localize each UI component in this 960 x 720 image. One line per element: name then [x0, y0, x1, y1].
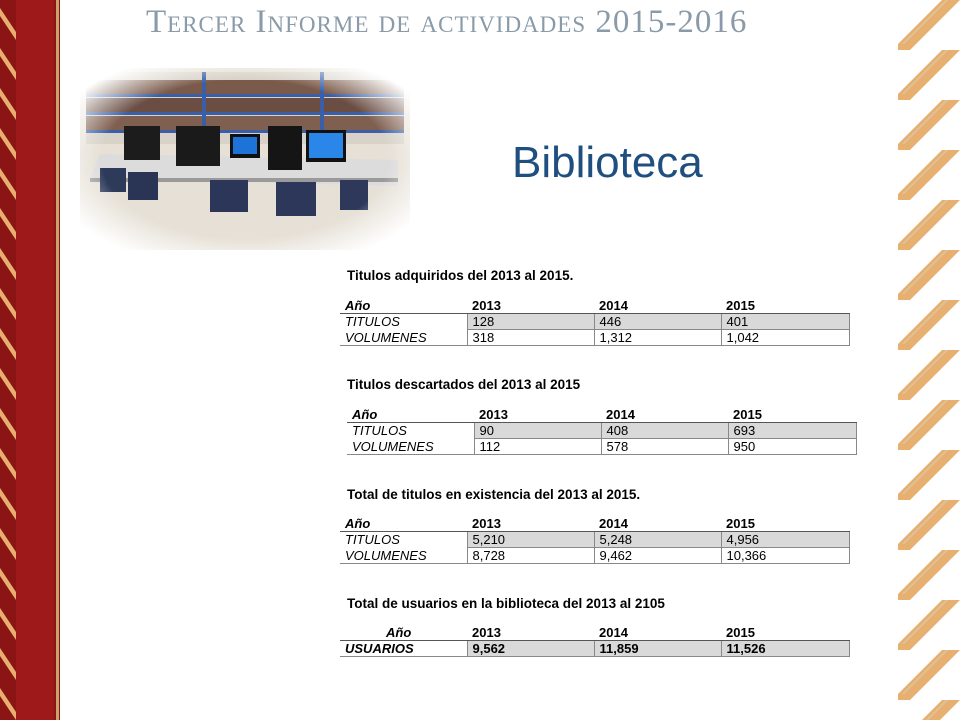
table-header-row [340, 516, 849, 532]
year-2014-header: 2014 [594, 625, 721, 641]
year-2015-header: 2015 [721, 625, 849, 641]
existing-titles-table [340, 516, 850, 564]
row-label: VOLUMENES [340, 330, 467, 346]
cell-2015: 693 [728, 423, 856, 439]
page-header-title: Tercer Informe de actividades 2015-2016 [146, 4, 748, 40]
library-users-table [340, 625, 850, 657]
row-label: VOLUMENES [340, 548, 467, 564]
table-block-acquired [347, 268, 573, 283]
library-photo [80, 68, 410, 250]
cell-2014: 446 [594, 314, 721, 330]
table-row [340, 330, 849, 346]
table-row [347, 439, 856, 455]
table-row [340, 641, 849, 657]
row-label: USUARIOS [340, 641, 467, 657]
year-header: Año [340, 625, 467, 641]
year-2015-header: 2015 [728, 407, 856, 423]
cell-2014: 11,859 [594, 641, 721, 657]
right-decorative-border [898, 0, 960, 720]
table-row [340, 548, 849, 564]
year-2013-header: 2013 [467, 516, 594, 532]
cell-2014: 9,462 [594, 548, 721, 564]
table-row [340, 532, 849, 548]
cell-2015: 4,956 [721, 532, 849, 548]
year-2014-header: 2014 [594, 516, 721, 532]
year-2014-header: 2014 [601, 407, 728, 423]
year-2015-header: 2015 [721, 298, 849, 314]
row-label: TITULOS [345, 314, 400, 330]
year-2013-header: 2013 [474, 407, 601, 423]
cell-2015: 950 [728, 439, 856, 455]
table-header-row [340, 298, 849, 314]
year-2014-header: 2014 [594, 298, 721, 314]
cell-2014: 5,248 [594, 532, 721, 548]
cell-2014: 1,312 [594, 330, 721, 346]
cell-2013: 90 [474, 423, 601, 439]
table-header-row [347, 407, 856, 423]
row-label: VOLUMENES [347, 439, 474, 455]
year-2013-header: 2013 [467, 625, 594, 641]
discarded-titles-table [347, 407, 857, 455]
cell-2014: 408 [601, 423, 728, 439]
cell-2013: 128 [467, 314, 594, 330]
cell-2013: 9,562 [467, 641, 594, 657]
table-block-users [347, 596, 665, 611]
cell-2013: 8,728 [467, 548, 594, 564]
table-title: Titulos descartados del 2013 al 2015 [347, 377, 581, 392]
table-block-discarded [347, 377, 580, 392]
table-title: Total de usuarios en la biblioteca del 2013 al 2105 [347, 596, 665, 611]
row-label: TITULOS [345, 532, 400, 548]
year-header: Año [340, 516, 467, 532]
acquired-titles-table [340, 298, 850, 346]
cell-2015: 1,042 [721, 330, 849, 346]
year-2015-header: 2015 [721, 516, 849, 532]
year-header: Año [340, 298, 467, 314]
cell-2013: 318 [467, 330, 594, 346]
left-stripe-pattern [0, 0, 16, 720]
table-title: Total de titulos en existencia del 2013 al 2015. [347, 487, 641, 502]
cell-2015: 10,366 [721, 548, 849, 564]
cell-2014: 578 [601, 439, 728, 455]
cell-2013: 5,210 [467, 532, 594, 548]
table-title: Titulos adquiridos del 2013 al 2015. [347, 268, 574, 283]
section-title: Biblioteca [512, 138, 703, 187]
table-row [340, 314, 849, 330]
cell-2013: 112 [474, 439, 601, 455]
cell-2015: 401 [721, 314, 849, 330]
table-header-row [340, 625, 849, 641]
year-2013-header: 2013 [467, 298, 594, 314]
row-label: TITULOS [352, 423, 407, 439]
left-decorative-border [0, 0, 64, 720]
table-block-existing [347, 487, 640, 502]
year-header: Año [347, 407, 474, 423]
table-row [347, 423, 856, 439]
cell-2015: 11,526 [721, 641, 849, 657]
